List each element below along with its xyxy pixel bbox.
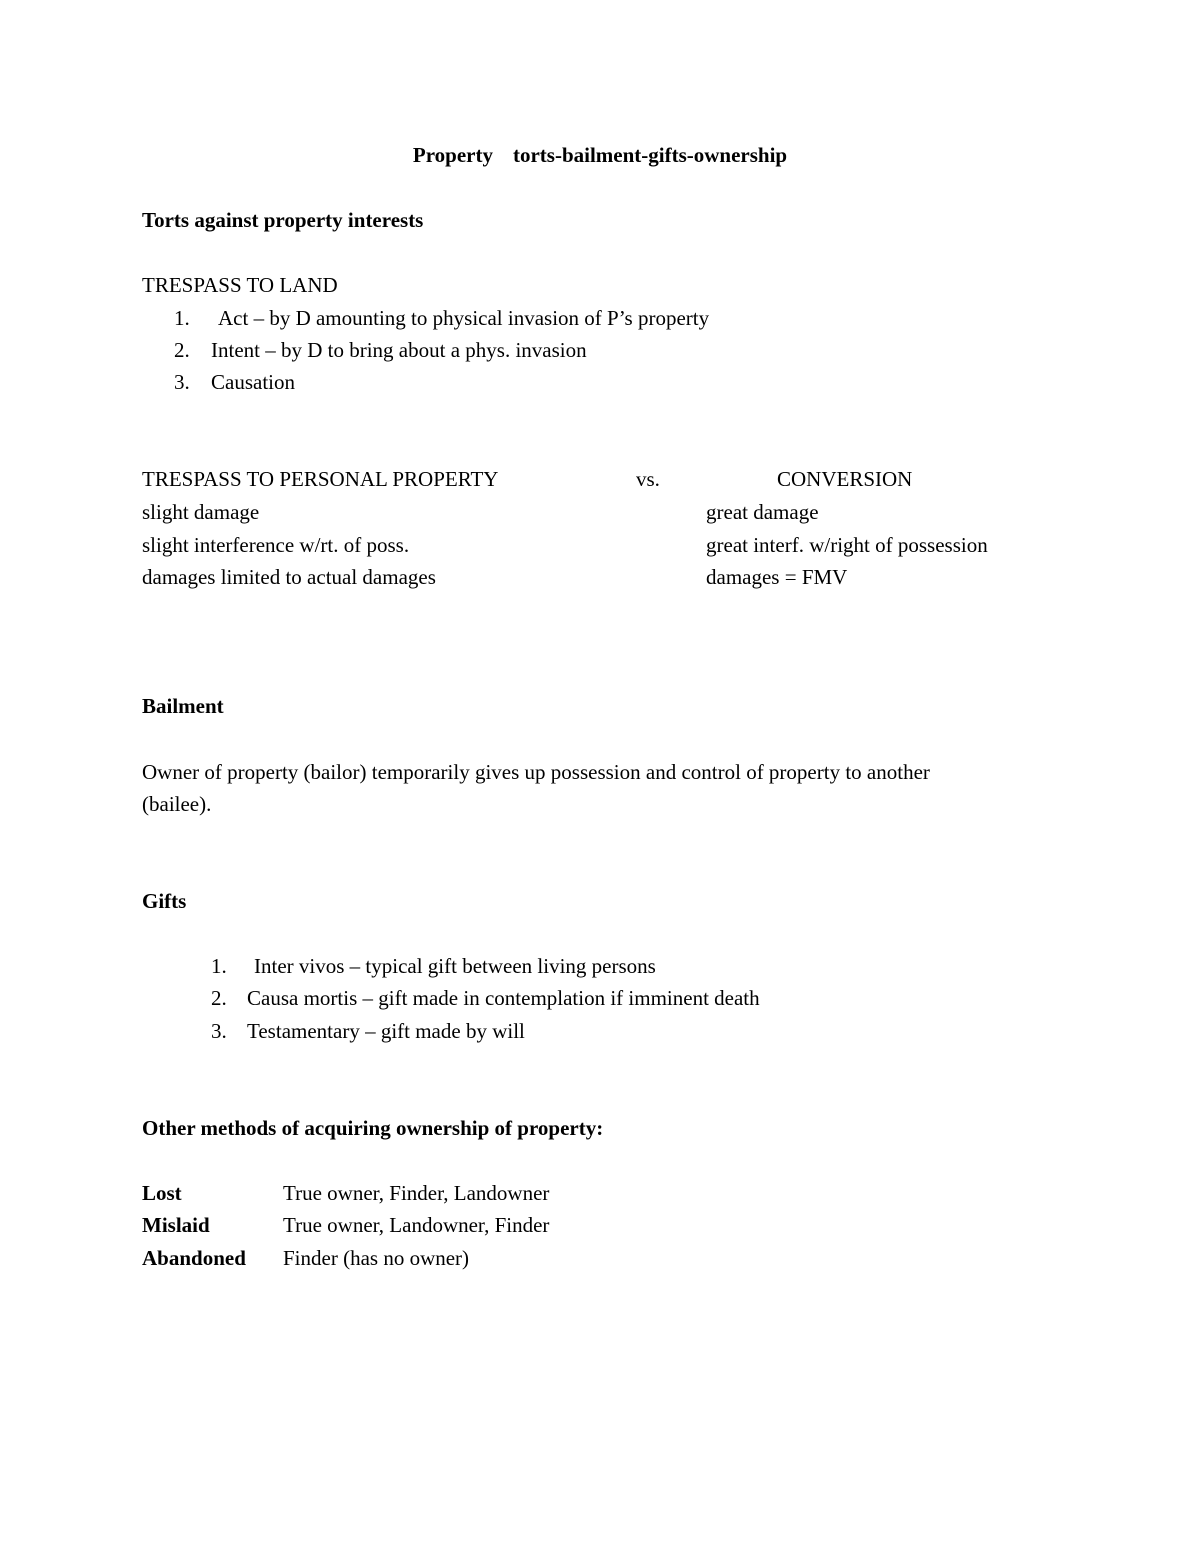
- bailment-heading: Bailment: [142, 694, 224, 718]
- ownership-term: Lost: [142, 1181, 182, 1205]
- list-item-text: Causation: [211, 370, 295, 394]
- comparison-right-cell: great damage: [706, 500, 819, 524]
- gifts-heading: Gifts: [142, 889, 187, 913]
- ownership-order: True owner, Finder, Landowner: [283, 1181, 550, 1205]
- torts-heading: Torts against property interests: [142, 208, 424, 232]
- list-item-text: Testamentary – gift made by will: [247, 1019, 525, 1043]
- ownership-heading: Other methods of acquiring ownership of property:: [142, 1116, 604, 1140]
- list-item-text: Intent – by D to bring about a phys. invasion: [211, 338, 587, 362]
- list-number: 3.: [211, 1019, 227, 1043]
- list-item-text: Causa mortis – gift made in contemplation if imminent death: [247, 986, 760, 1010]
- bailment-definition-line2: (bailee).: [142, 792, 212, 816]
- ownership-order: True owner, Landowner, Finder: [283, 1213, 550, 1237]
- list-number: 1.: [211, 954, 227, 978]
- comparison-right-heading: CONVERSION: [777, 467, 913, 491]
- list-item: [174, 340, 190, 361]
- page-title: [0, 145, 1200, 166]
- comparison-right-cell: damages = FMV: [706, 565, 848, 589]
- comparison-right-cell: great interf. w/right of possession: [706, 533, 988, 557]
- ownership-order: Finder (has no owner): [283, 1246, 470, 1270]
- list-item: [174, 308, 190, 329]
- list-number: 1.: [174, 306, 190, 330]
- comparison-vs: vs.: [636, 467, 660, 491]
- comparison-left-cell: slight interference w/rt. of poss.: [142, 533, 410, 557]
- bailment-definition-line1: Owner of property (bailor) temporarily gives up possession and control of property to another: [142, 760, 930, 784]
- page-title-topics: torts-bailment-gifts-ownership: [512, 143, 788, 167]
- comparison-left-cell: damages limited to actual damages: [142, 565, 436, 589]
- list-number: 2.: [211, 986, 227, 1010]
- list-item: [174, 372, 190, 393]
- trespass-land-heading: TRESPASS TO LAND: [142, 273, 338, 297]
- ownership-term: Abandoned: [142, 1246, 246, 1270]
- list-item-text: Inter vivos – typical gift between living persons: [254, 954, 656, 978]
- comparison-left-cell: slight damage: [142, 500, 260, 524]
- list-number: 3.: [174, 370, 190, 394]
- page-title-subject: Property: [412, 143, 493, 167]
- list-item-text: Act – by D amounting to physical invasion of P’s property: [218, 306, 710, 330]
- comparison-left-heading: TRESPASS TO PERSONAL PROPERTY: [142, 467, 499, 491]
- list-number: 2.: [174, 338, 190, 362]
- ownership-term: Mislaid: [142, 1213, 210, 1237]
